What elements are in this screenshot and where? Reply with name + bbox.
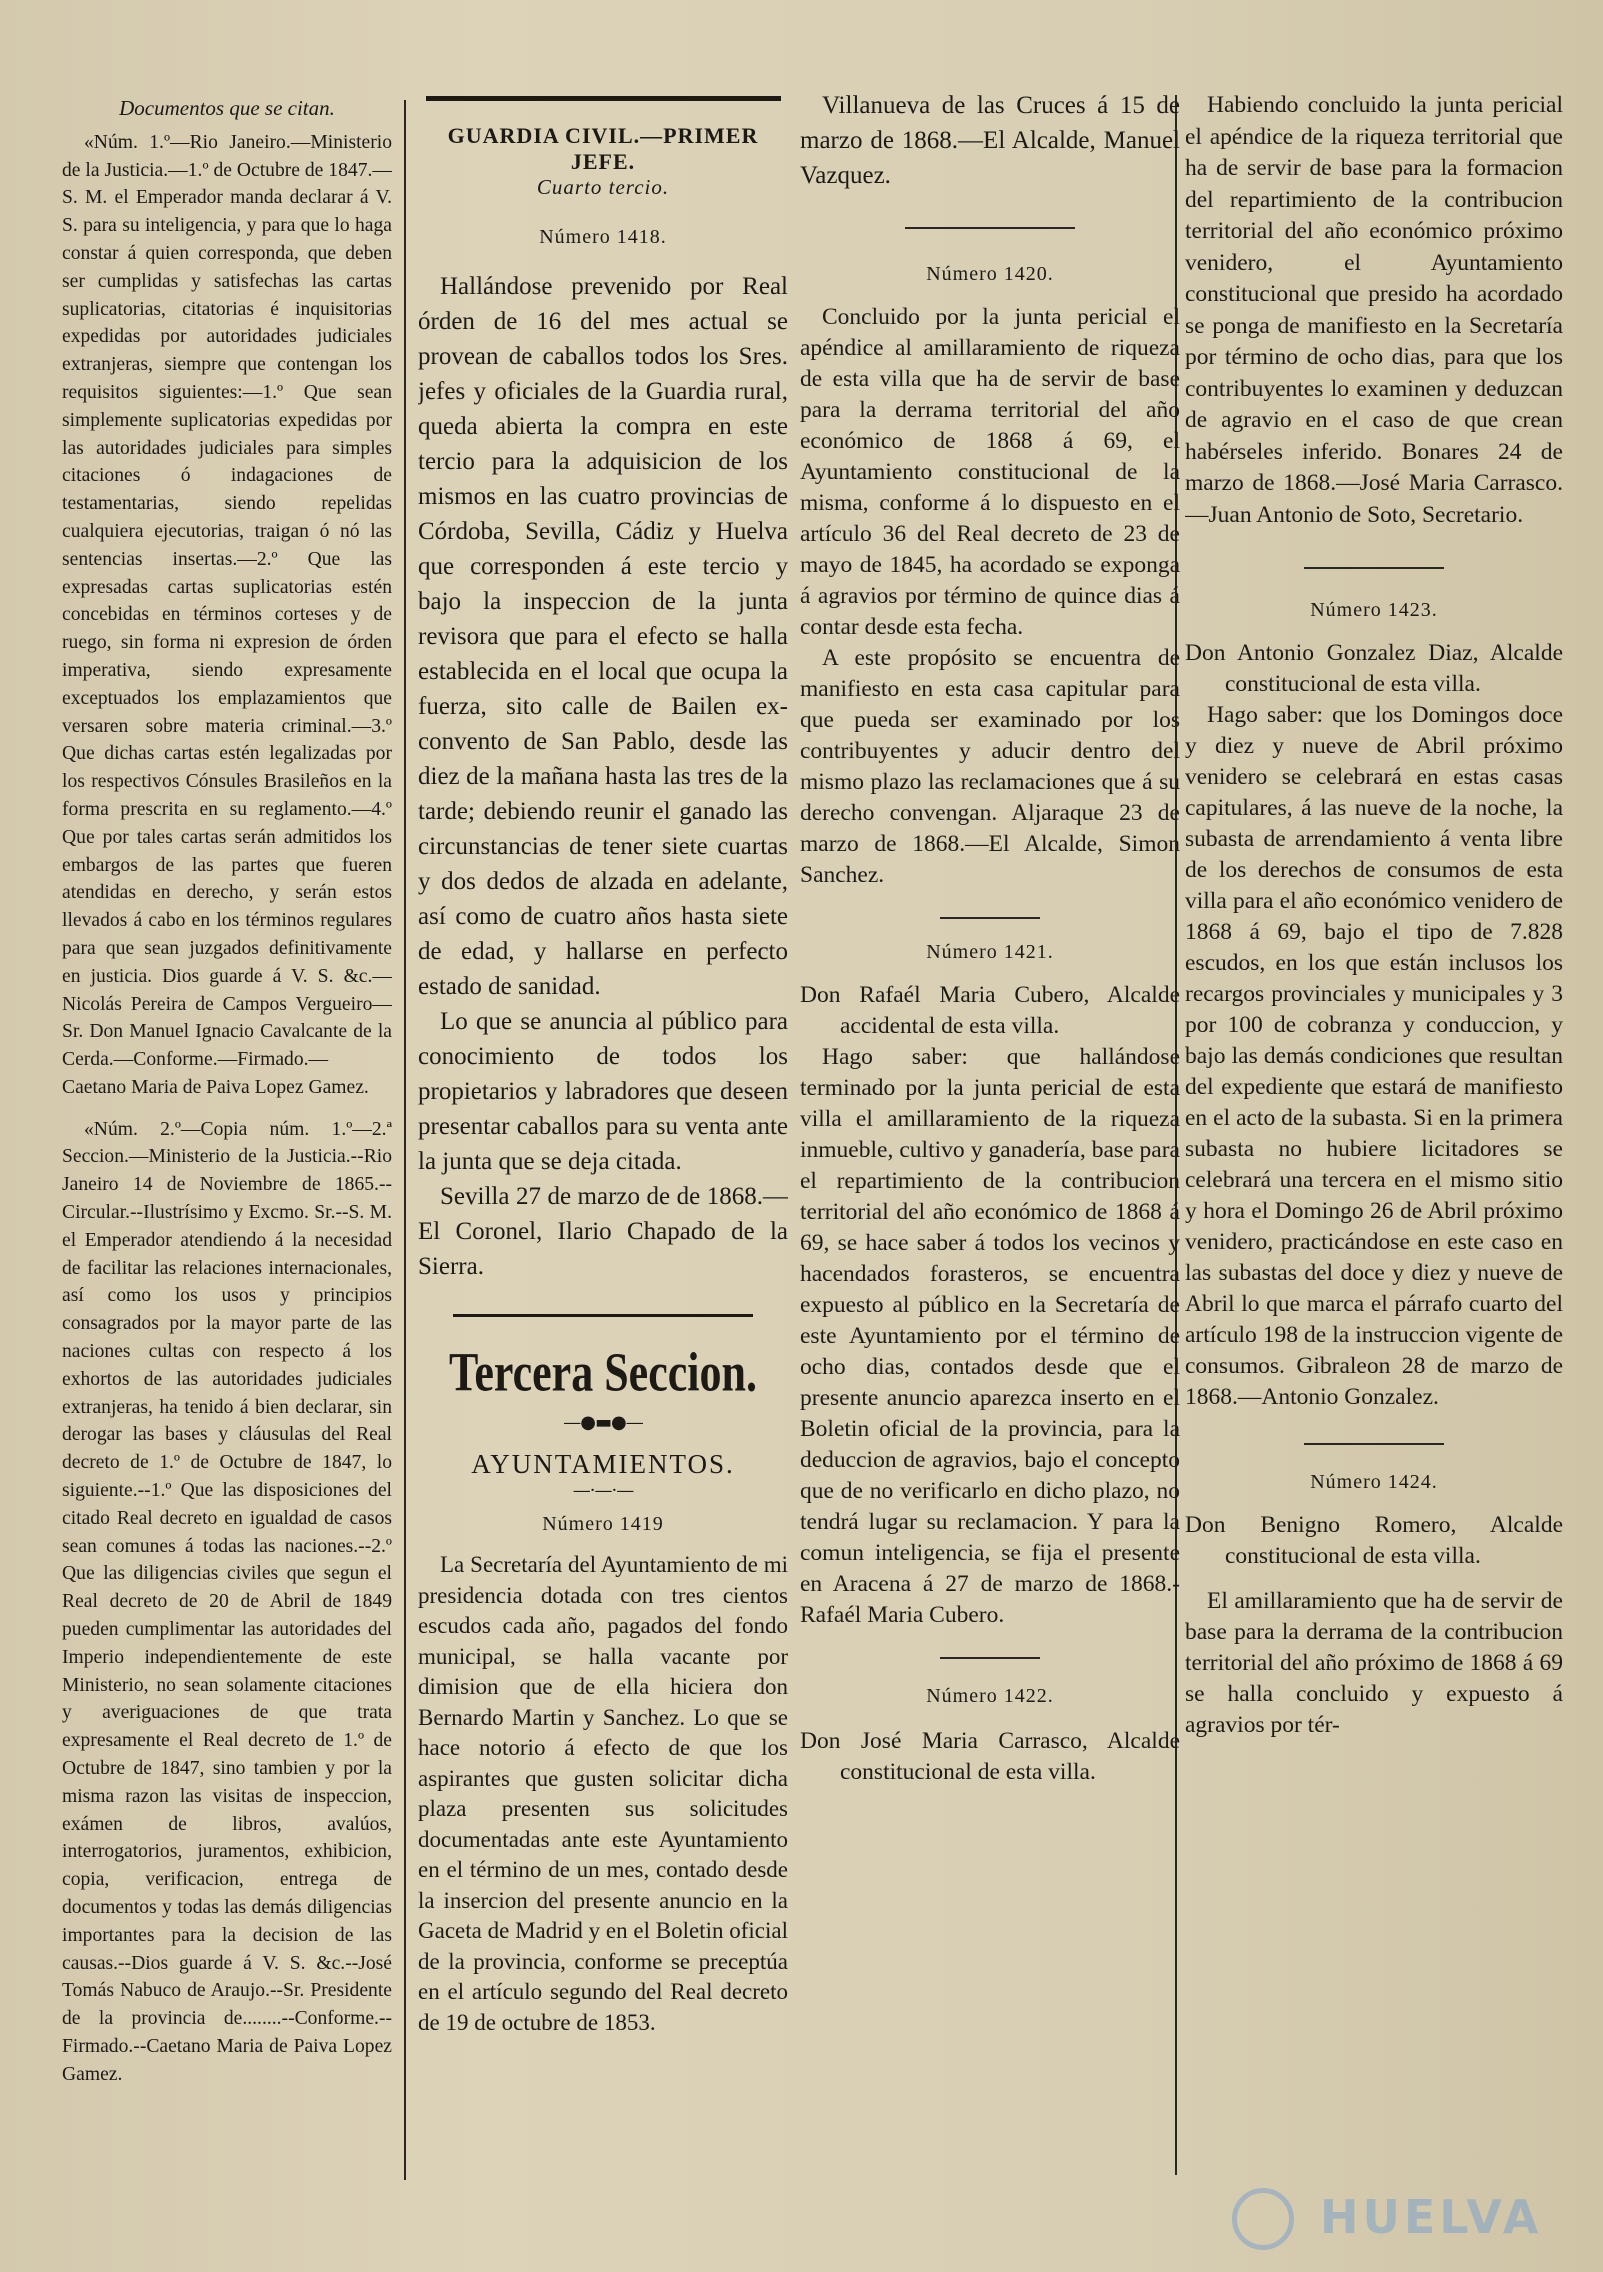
notice-number-1419: Número 1419 — [542, 1513, 664, 1535]
column-divider — [404, 100, 406, 2180]
document-2-text: «Núm. 2.º—Copia núm. 1.º—2.ª Seccion.—Ministerio de la Justicia.--Rio Janeiro 14 de Noviembre de 1865.--Circular.--Ilustrísimo y Excmo. Sr.--S. M. el Emperador atendiendo á la necesidad de facilitar las relaciones internacionales, así como los usos y principios consagrados por la mayor parte de las naciones cultas con respecto á los exhortos de las autoridades judiciales extranjeras, ha tenido á bien declarar, sin derogar las bases y cláusulas del Real decreto de 1.º de Octubre de 1847, lo siguiente.--1.º Que las disposiciones del citado Real decreto en igualdad de casos sean comunes á todas las naciones.--2.º Que las diligencias civiles que segun el Real decreto de 20 de Abril de 1849 pueden cumplimentar las autoridades del Imperio independientemente de este Ministerio, no sean solamente citaciones y averiguaciones de que trata expresamente el Real decreto de 1.º de Octubre de 1847, sino tambien y por la misma razon las visitas de inspeccion, exámen de libros, avalúos, interrogatorios, juramentos, exhibicion, copia, verificacion, entrega de documentos y todas las demás diligencias importantes para la decision de las causas.--Dios guarde á V. S. &c.--José Tomás Nabuco de Araujo.--Sr. Presidente de la provincia de........--Conforme.--Firmado.--Caetano Maria de Paiva Lopez Gamez. — [62, 1118, 392, 2085]
notice-divider — [940, 917, 1040, 919]
document-1-text: «Núm. 1.º—Rio Janeiro.—Ministerio de la Justicia.—1.º de Octubre de 1847.—S. M. el Emperador manda declarar á V. S. para su inteligencia, y para que lo haga constar á quien corresponda, que deben ser cumplidas y satisfechas las cartas suplicatorias, citatorias é inquisitorias expedidas por autoridades judiciales extranjeras, siempre que contengan los requisitos siguientes:—1.º Que sean simplemente suplicatorias expedidas por las autoridades judiciales para simples citaciones ó indagaciones de testamentarias, siendo repelidas cualquiera ejecutorias, traigan ó nó las sentencias insertas.—2.º Que las expresadas cartas suplicatorias estén concebidas en términos corteses y de ruego, sin forma ni expresion de órden imperativa, siendo expresamente exceptuados los emplazamientos que versaren sobre materia criminal.—3.º Que dichas cartas estén legalizadas por los respectivos Cónsules Brasileños en la forma prescrita en su reglamento.—4.º Que por tales cartas serán admitidos los embargos de las partes que fueren atendidas en derecho, y serán estos llevados á cabo en los términos regulares para que sean juzgados definitivamente en justicia. Dios guarde á V. S. &c.—Nicolás Pereira de Campos Vergueiro—Sr. Don Manuel Ignacio Cavalcante de la Cerda.—Conforme.—Firmado.—Caetano Maria de Paiva Lopez Gamez. — [62, 131, 392, 1098]
notice-divider — [1304, 567, 1444, 569]
guardia-civil-header: GUARDIA CIVIL.—PRIMER JEFE. — [447, 123, 759, 174]
notice-1423-heading: Don Antonio Gonzalez Diaz, Alcalde constitucional de esta villa. — [1185, 640, 1563, 697]
column-1 — [62, 0, 392, 2272]
notice-number-1423: Número 1423. — [1310, 599, 1438, 621]
section-rule — [453, 1314, 753, 1317]
notice-divider — [940, 1657, 1040, 1659]
notice-1418-signature: Sevilla 27 de marzo de de 1868.—El Coronel, Ilario Chapado de la Sierra. — [418, 1183, 788, 1280]
guardia-civil-subheader: Cuarto tercio. — [536, 175, 670, 199]
notice-1424-heading: Don Benigno Romero, Alcalde constitucional de esta villa. — [1185, 1512, 1563, 1569]
notice-number-1421: Número 1421. — [926, 941, 1054, 963]
notice-1423-text: Hago saber: que los Domingos doce y diez y nueve de Abril próximo venidero se celebrará en estas casas capitulares, á las nueve de la noche, la subasta de arrendamiento á venta libre de los derechos de consumos de esta villa para el año económico venidero de 1868 á 69, bajo el tipo de 7.828 escudos, en los que están inclusos los recargos provinciales y municipales y 3 por 100 de cobranza y conduccion, y bajo las demás condiciones que resultan del expediente que estará de manifiesto en el acto de la subasta. Si en la primera subasta no hubiere licitadores se celebrará una tercera en el mismo sitio y hora el Domingo 26 de Abril próximo venidero, practicándose en este caso en las subastas del doce y diez y nueve de Abril lo que marca el párrafo cuarto del artículo 198 de la instruccion vigente de consumos. Gibraleon 28 de marzo de 1868.—Antonio Gonzalez. — [1185, 702, 1563, 1410]
notice-1421-text: Hago saber: que hallándose terminado por la junta pericial de esta villa el amillaramiento de la riqueza inmueble, cultivo y ganadería, base para el repartimiento de la contribucion territorial del año económico de 1868 á 69, se hace saber á todos los vecinos y hacendados forasteros, se encuentra expuesto al público en la Secretaría de este Ayuntamiento por el término de ocho dias, contados desde que el presente anuncio aparezca inserto en el Boletin oficial de la provincia, para la deduccion de agravios, bajo el concepto que de no verificarlo en dicho plazo, no tendrá lugar su reclamacion. Y para la comun inteligencia, se fija el presente en Aracena á 27 de marzo de 1868.-Rafaél Maria Cubero. — [800, 1044, 1180, 1628]
watermark-text: HUELVA — [1320, 2190, 1543, 2244]
section-title: Tercera Seccion. — [449, 1341, 757, 1404]
column-4 — [1185, 0, 1563, 2272]
ornament-divider-small: —·—·— — [572, 1480, 634, 1501]
top-rule — [426, 96, 781, 101]
notice-divider — [905, 227, 1075, 229]
notice-1420-text-2: A este propósito se encuentra de manifiesto en esta casa capitular para que pueda ser examinado por los contribuyentes y aducir dentro del mismo plazo las reclamaciones que á su derecho convengan. Aljaraque 23 de marzo de 1868.—El Alcalde, Simon Sanchez. — [800, 645, 1180, 888]
notice-number-1424: Número 1424. — [1310, 1471, 1438, 1493]
notice-number-1420: Número 1420. — [926, 263, 1054, 285]
notice-1419-text: La Secretaría del Ayuntamiento de mi presidencia dotada con tres cientos escudos cada año, pagados del fondo municipal, se halla vacante por dimision que de ella hiciera don Bernardo Martin y Sanchez. Lo que se hace notorio á efecto de que los aspirantes que gusten solicitar dicha plaza presenten sus solicitudes documentadas ante este Ayuntamiento en el término de un mes, contado desde la insercion del presente anuncio en la Gaceta de Madrid y en el Boletin oficial de la provincia, conforme se preceptúa en el artículo segundo del Real decreto de 19 de octubre de 1853. — [418, 1552, 788, 2035]
notice-1418-announcement: Lo que se anuncia al público para conocimiento de todos los propietarios y labradores que deseen presentar caballos para su venta ante la junta que se deja citada. — [418, 1008, 788, 1175]
notice-1420-text: Concluido por la junta pericial el apéndice al amillaramiento de riqueza de esta villa que ha de servir de base para la derrama territorial del año económico de 1868 á 69, el Ayuntamiento constitucional de la misma, conforme á lo dispuesto en el artículo 36 del Real decreto de 23 de mayo de 1845, ha acordado se exponga á agravios por término de quince dias á contar desde esta fecha. — [800, 304, 1180, 640]
notice-1421-heading: Don Rafaél Maria Cubero, Alcalde accidental de esta villa. — [800, 982, 1180, 1039]
notice-1422-heading: Don José Maria Carrasco, Alcalde constitucional de esta villa. — [800, 1728, 1180, 1785]
column-3 — [800, 0, 1180, 2272]
notice-divider — [1304, 1443, 1444, 1445]
seal-icon — [1232, 2188, 1294, 2250]
column-2 — [418, 0, 788, 2272]
notice-1418-text: Hallándose prevenido por Real órden de 16 del mes actual se provean de caballos todos los Sres. jefes y oficiales de la Guardia rural, queda abierta la compra en este tercio para la adquisicion de los mismos en las cuatro provincias de Córdoba, Sevilla, Cádiz y Huelva que corresponden á este tercio y bajo la inspeccion de la junta revisora que para el efecto se halla establecida en el local que ocupa la fuerza, sito calle de Bailen ex-convento de San Pablo, desde las diez de la mañana hasta las tres de la tarde; debiendo reunir el ganado las circunstancias de tener siete cuartas y dos dedos de alzada en adelante, así como de cuatro años hasta siete de edad, y hallarse en perfecto estado de sanidad. — [418, 273, 788, 1000]
notice-1419-closing: Villanueva de las Cruces á 15 de marzo de 1868.—El Alcalde, Manuel Vazquez. — [800, 92, 1180, 189]
ornament-divider: —●▬●— — [563, 1412, 643, 1433]
notice-1422-text: Habiendo concluido la junta pericial el apéndice de la riqueza territorial que ha de servir de base para la formacion del repartimiento de la contribucion territorial del año económico próximo venidero, el Ayuntamiento constitucional que presido ha acordado se ponga de manifiesto en la Secretaría por término de ocho dias, para que los contribuyentes lo examinen y deduzcan de agravio en el caso de que crean habérseles inferido. Bonares 24 de marzo de 1868.—José Maria Carrasco.—Juan Antonio de Soto, Secretario. — [1185, 92, 1563, 528]
documents-heading: Documentos que se citan. — [119, 96, 335, 120]
ayuntamientos-heading: AYUNTAMIENTOS. — [471, 1449, 735, 1479]
notice-1424-text: El amillaramiento que ha de servir de base para la derrama de la contribucion territorial del año próximo de 1868 á 69 se halla concluido y expuesto á agravios por tér- — [1185, 1588, 1563, 1738]
archive-watermark — [1232, 2188, 1552, 2244]
notice-number-1418: Número 1418. — [539, 226, 667, 248]
notice-number-1422: Número 1422. — [926, 1685, 1054, 1707]
